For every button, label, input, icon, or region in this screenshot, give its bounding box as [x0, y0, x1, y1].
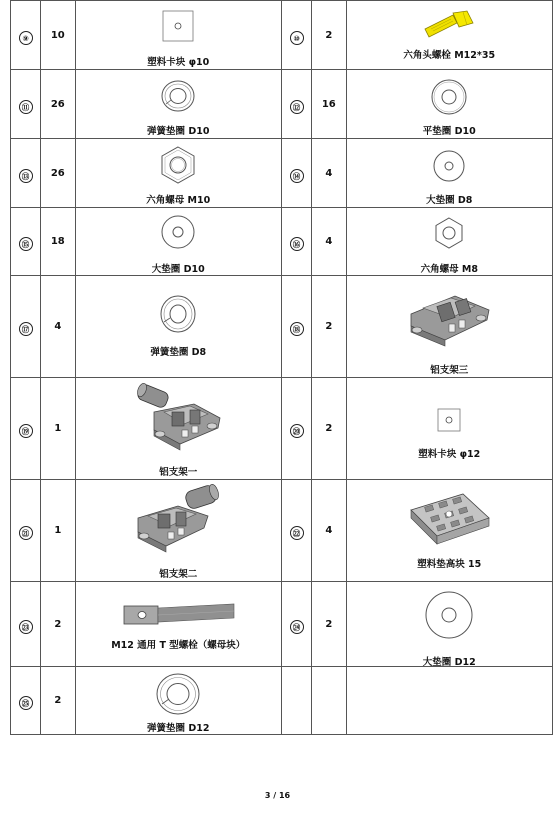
hex-bolt-icon: [347, 9, 553, 41]
item-number-cell: [281, 480, 311, 582]
item-number: ㉑: [19, 526, 33, 540]
item-number-cell: [11, 276, 41, 378]
aluminum-bracket-icon: [76, 382, 281, 454]
item-number-cell: [281, 1, 311, 70]
item-quantity: 1: [41, 480, 75, 582]
item-number-cell: [11, 1, 41, 70]
item-number-cell: [281, 139, 311, 208]
item-number-cell: [281, 70, 311, 139]
item-image-cell: [346, 667, 553, 735]
item-image-cell: [75, 70, 281, 139]
item-name: 弹簧垫圈 D10: [147, 126, 210, 137]
item-image-cell: [75, 139, 281, 208]
item-number: ㉕: [19, 696, 33, 710]
item-number: ⑰: [19, 322, 33, 336]
item-quantity: 1: [41, 378, 75, 480]
item-name: 塑料卡块 φ10: [147, 57, 210, 68]
item-image-cell: [346, 139, 553, 208]
item-number-cell: [281, 667, 311, 735]
item-image-cell: [346, 480, 553, 582]
item-name: 六角螺母 M10: [146, 195, 211, 206]
table-row: [11, 70, 553, 139]
item-number-cell: [281, 378, 311, 480]
table-row: [11, 1, 553, 70]
item-number: ⑪: [19, 100, 33, 114]
item-quantity: 2: [312, 276, 346, 378]
spring-washer-icon: [76, 671, 281, 717]
item-name: 六角螺母 M8: [420, 264, 478, 275]
item-quantity: 2: [41, 582, 75, 667]
item-quantity: 2: [312, 1, 346, 70]
large-washer-icon: [76, 214, 281, 250]
aluminum-bracket-icon: [347, 284, 553, 350]
item-number: ⑬: [19, 169, 33, 183]
aluminum-bracket-icon: [76, 484, 281, 556]
item-number: ㉔: [290, 620, 304, 634]
item-quantity: 2: [41, 667, 75, 735]
item-number: ㉒: [290, 526, 304, 540]
item-image-cell: [346, 208, 553, 276]
table-row: [11, 139, 553, 208]
hex-nut-icon: [347, 216, 553, 250]
item-name: 六角头螺栓 M12*35: [403, 50, 496, 61]
item-number: ㉓: [19, 620, 33, 634]
item-number-cell: [281, 276, 311, 378]
item-number: ⑮: [19, 237, 33, 251]
plastic-clip-icon: [347, 408, 553, 432]
plastic-spacer-block-icon: [347, 492, 553, 546]
item-quantity: 2: [312, 378, 346, 480]
item-quantity: 26: [41, 139, 75, 208]
item-image-cell: [346, 276, 553, 378]
item-number: ⑯: [290, 237, 304, 251]
item-name: 大垫圈 D10: [151, 264, 205, 275]
item-name: 塑料卡块 φ12: [418, 449, 481, 460]
item-quantity: 4: [312, 139, 346, 208]
item-image-cell: [346, 1, 553, 70]
plastic-clip-icon: [76, 10, 281, 42]
item-image-cell: [75, 480, 281, 582]
item-number-cell: [11, 667, 41, 735]
large-washer-icon: [347, 149, 553, 183]
item-image-cell: [75, 208, 281, 276]
item-quantity: 16: [312, 70, 346, 139]
item-quantity: 18: [41, 208, 75, 276]
page-number: 3 / 16: [264, 791, 291, 800]
table-row: [11, 208, 553, 276]
item-quantity: [312, 667, 346, 735]
item-number: [290, 692, 304, 706]
spring-washer-icon: [76, 78, 281, 114]
item-number-cell: [281, 208, 311, 276]
item-image-cell: [75, 276, 281, 378]
item-name: 铝支架一: [159, 467, 198, 478]
table-row: [11, 667, 553, 735]
item-image-cell: [75, 667, 281, 735]
item-name: 铝支架三: [430, 365, 469, 376]
item-number: ⑲: [19, 424, 33, 438]
item-image-cell: [75, 378, 281, 480]
item-quantity: 10: [41, 1, 75, 70]
item-name: 塑料垫高块 15: [417, 559, 482, 570]
item-name: 铝支架二: [159, 569, 198, 580]
item-quantity: 2: [312, 582, 346, 667]
item-quantity: 4: [312, 208, 346, 276]
item-image-cell: [346, 582, 553, 667]
item-image-cell: [346, 70, 553, 139]
item-number-cell: [11, 139, 41, 208]
item-number-cell: [281, 582, 311, 667]
table-row: [11, 378, 553, 480]
item-number-cell: [11, 378, 41, 480]
item-number: ⑩: [290, 31, 304, 45]
table-row: [11, 276, 553, 378]
item-number: ⑱: [290, 322, 304, 336]
item-name: 大垫圈 D12: [422, 657, 476, 668]
large-washer-icon: [347, 590, 553, 640]
t-bolt-icon: [76, 602, 281, 628]
item-number: ⑭: [290, 169, 304, 183]
spring-washer-icon: [76, 294, 281, 334]
item-name: 平垫圈 D10: [422, 126, 476, 137]
item-quantity: 4: [312, 480, 346, 582]
table-row: [11, 480, 553, 582]
item-image-cell: [346, 378, 553, 480]
flat-washer-icon: [347, 78, 553, 116]
item-name: M12 通用 T 型螺栓（螺母块）: [111, 640, 246, 651]
item-name: 弹簧垫圈 D12: [147, 723, 210, 734]
hex-nut-icon: [76, 145, 281, 185]
item-quantity: 26: [41, 70, 75, 139]
item-number: ⑨: [19, 31, 33, 45]
item-number: ⑫: [290, 100, 304, 114]
item-number: ⑳: [290, 424, 304, 438]
parts-table: [10, 0, 553, 735]
item-name: 弹簧垫圈 D8: [150, 347, 207, 358]
item-image-cell: [75, 582, 281, 667]
item-image-cell: [75, 1, 281, 70]
item-number-cell: [11, 480, 41, 582]
item-number-cell: [11, 70, 41, 139]
item-name: 大垫圈 D8: [426, 195, 473, 206]
table-row: [11, 582, 553, 667]
item-number-cell: [11, 582, 41, 667]
item-number-cell: [11, 208, 41, 276]
item-quantity: 4: [41, 276, 75, 378]
